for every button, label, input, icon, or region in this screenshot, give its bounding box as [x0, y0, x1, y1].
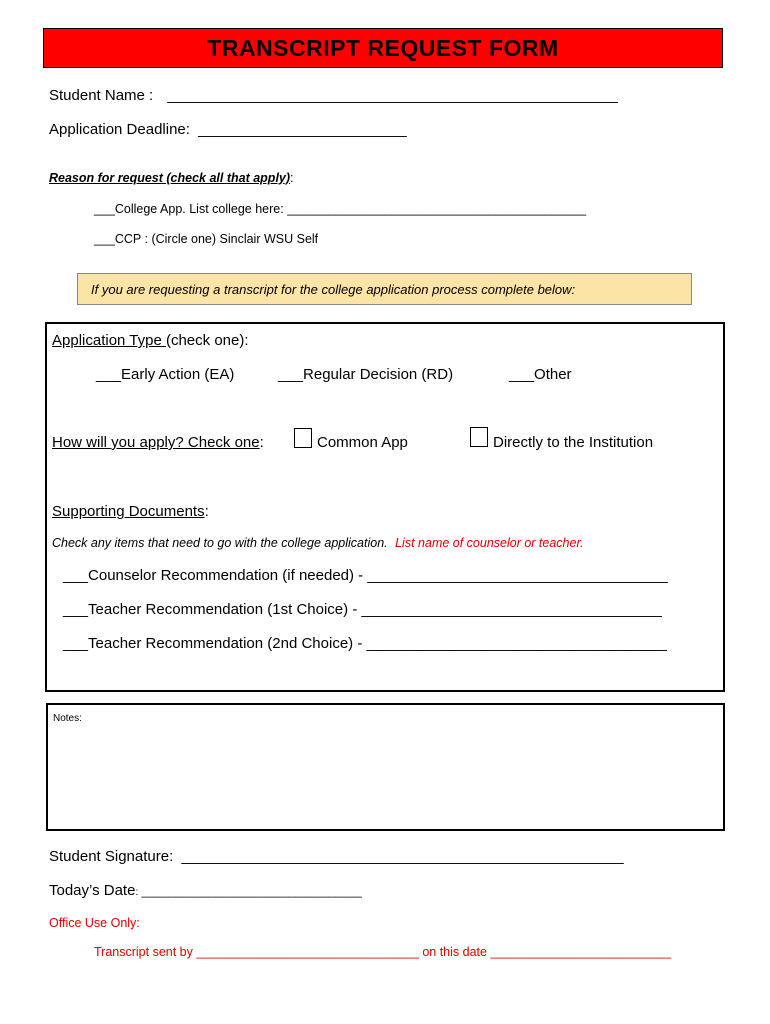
reason-colon: :: [290, 171, 294, 185]
early-action-option[interactable]: ___Early Action (EA): [96, 366, 235, 383]
application-deadline-field[interactable]: _________________________: [198, 121, 407, 138]
student-name-label: Student Name :: [49, 87, 154, 104]
office-use-label: Office Use Only:: [49, 916, 140, 930]
direct-institution-checkbox[interactable]: [470, 427, 488, 447]
supporting-documents-instruction-row: [52, 536, 584, 550]
application-type-instruction: (check one):: [165, 332, 249, 349]
transcript-sent-by-field[interactable]: ________________________________: [196, 945, 419, 959]
notes-box[interactable]: [46, 703, 725, 831]
how-apply-heading: [52, 434, 264, 451]
supporting-documents-instruction: Check any items that need to go with the college application.: [52, 536, 388, 550]
supporting-documents-label: Supporting Documents: [52, 503, 205, 520]
student-name-field[interactable]: ______________________________________________________: [167, 87, 618, 104]
notes-label: Notes:: [53, 713, 82, 724]
common-app-checkbox[interactable]: [294, 428, 312, 448]
form-title: TRANSCRIPT REQUEST FORM: [207, 34, 559, 61]
regular-decision-option[interactable]: ___Regular Decision (RD): [278, 366, 454, 383]
todays-date-field[interactable]: _________________________________: [138, 884, 362, 898]
form-title-bar: [43, 28, 723, 68]
supporting-documents-colon: :: [204, 503, 209, 520]
transcript-sent-row: [94, 945, 671, 959]
student-name-row: [49, 87, 618, 104]
college-app-option[interactable]: ___College App. List college here: ___________________________________________: [94, 202, 587, 216]
student-signature-field[interactable]: _____________________________________________________: [181, 848, 624, 865]
reason-label: Reason for request (check all that apply): [49, 171, 291, 185]
teacher-recommendation-1-item[interactable]: ___Teacher Recommendation (1st Choice) - ____________________________________: [63, 601, 662, 618]
application-type-heading: [52, 332, 249, 349]
callout-text: If you are requesting a transcript for the college application process complete below:: [91, 281, 576, 297]
sent-date-field[interactable]: __________________________: [490, 945, 672, 959]
how-apply-label: How will you apply? Check one: [52, 434, 260, 451]
student-signature-label: Student Signature:: [49, 848, 174, 865]
application-deadline-label: Application Deadline:: [49, 121, 190, 138]
reason-heading: [49, 171, 294, 185]
supporting-documents-heading: [52, 503, 209, 520]
counselor-recommendation-item[interactable]: ___Counselor Recommendation (if needed) - ____________________________________: [63, 567, 668, 584]
todays-date-colon: :: [135, 887, 139, 898]
todays-date-label: Today’s Date: [49, 882, 136, 899]
application-deadline-row: [49, 121, 407, 138]
teacher-recommendation-2-item[interactable]: ___Teacher Recommendation (2nd Choice) - ____________________________________: [63, 635, 667, 652]
on-this-date-label: on this date: [422, 945, 487, 959]
student-signature-row: [49, 848, 624, 865]
direct-institution-label: Directly to the Institution: [493, 434, 654, 451]
transcript-sent-by-label: Transcript sent by: [94, 945, 193, 959]
counselor-teacher-instruction: List name of counselor or teacher.: [395, 536, 584, 550]
todays-date-row: [49, 882, 362, 899]
common-app-label: Common App: [317, 434, 408, 451]
ccp-option[interactable]: ___CCP : (Circle one) Sinclair WSU Self: [94, 232, 319, 246]
college-application-callout: [77, 273, 692, 305]
how-apply-colon: :: [259, 434, 264, 451]
application-type-label: Application Type: [52, 332, 166, 349]
other-option[interactable]: ___Other: [509, 366, 572, 383]
